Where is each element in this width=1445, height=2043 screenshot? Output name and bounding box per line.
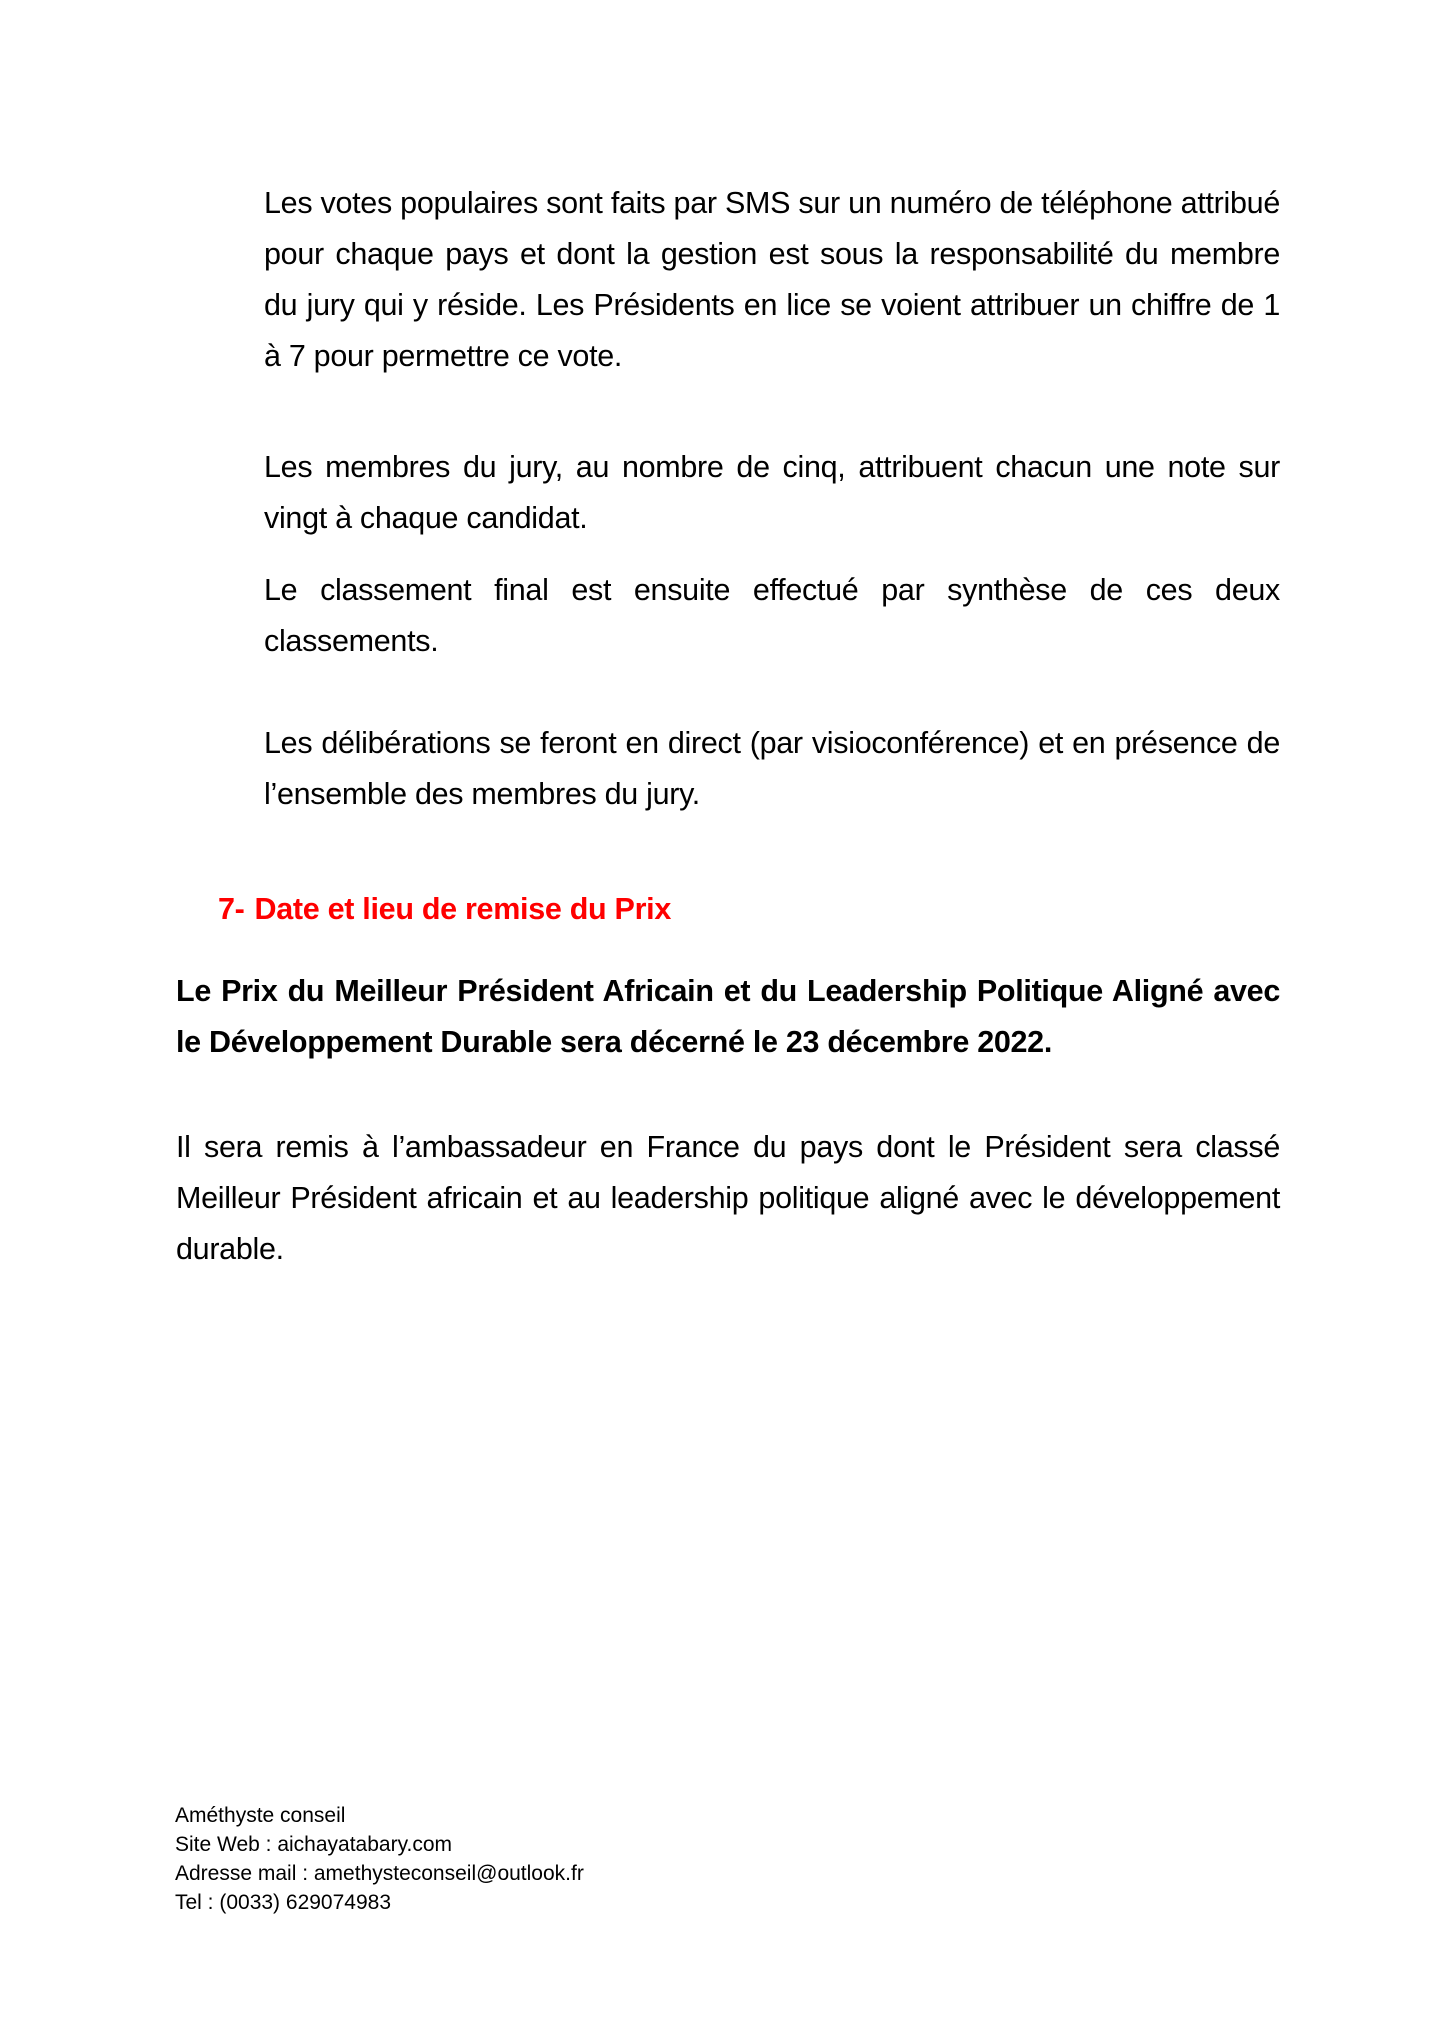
section-heading-date-location [218, 884, 671, 935]
paragraph-sms-voting: Les votes populaires sont faits par SMS sur un numéro de téléphone attribué pour chaque pays et dont la gestion est sous la responsabilité du membre du jury qui y réside. Les Présidents en lice se voient attribuer un chiffre de 1 à 7 pour permettre ce vote. [264, 186, 1280, 373]
footer-email: Adresse mail : amethysteconseil@outlook.fr [175, 1862, 584, 1885]
footer-phone: Tel : (0033) 629074983 [175, 1891, 391, 1914]
footer-company: Améthyste conseil [175, 1804, 346, 1827]
paragraph-jury-scoring: Les membres du jury, au nombre de cinq, attribuent chacun une note sur vingt à chaque candidat. [264, 450, 1280, 535]
footer-website: Site Web : aichayatabary.com [175, 1833, 453, 1856]
footer-contact [175, 1801, 584, 1917]
section-title: Date et lieu de remise du Prix [254, 892, 671, 926]
paragraph-award-date: Le Prix du Meilleur Président Africain et du Leadership Politique Aligné avec le Développement Durable sera décerné le 23 décembre 2022. [176, 974, 1280, 1059]
paragraph-final-ranking: Le classement final est ensuite effectué par synthèse de ces deux classements. [264, 573, 1280, 658]
paragraph-award-recipient: Il sera remis à l’ambassadeur en France du pays dont le Président sera classé Meilleur Président africain et au leadership politique aligné avec le développement durable. [176, 1130, 1280, 1266]
paragraph-deliberations: Les délibérations se feront en direct (par visioconférence) et en présence de l’ensemble des membres du jury. [264, 726, 1280, 811]
section-number: 7- [218, 892, 245, 926]
